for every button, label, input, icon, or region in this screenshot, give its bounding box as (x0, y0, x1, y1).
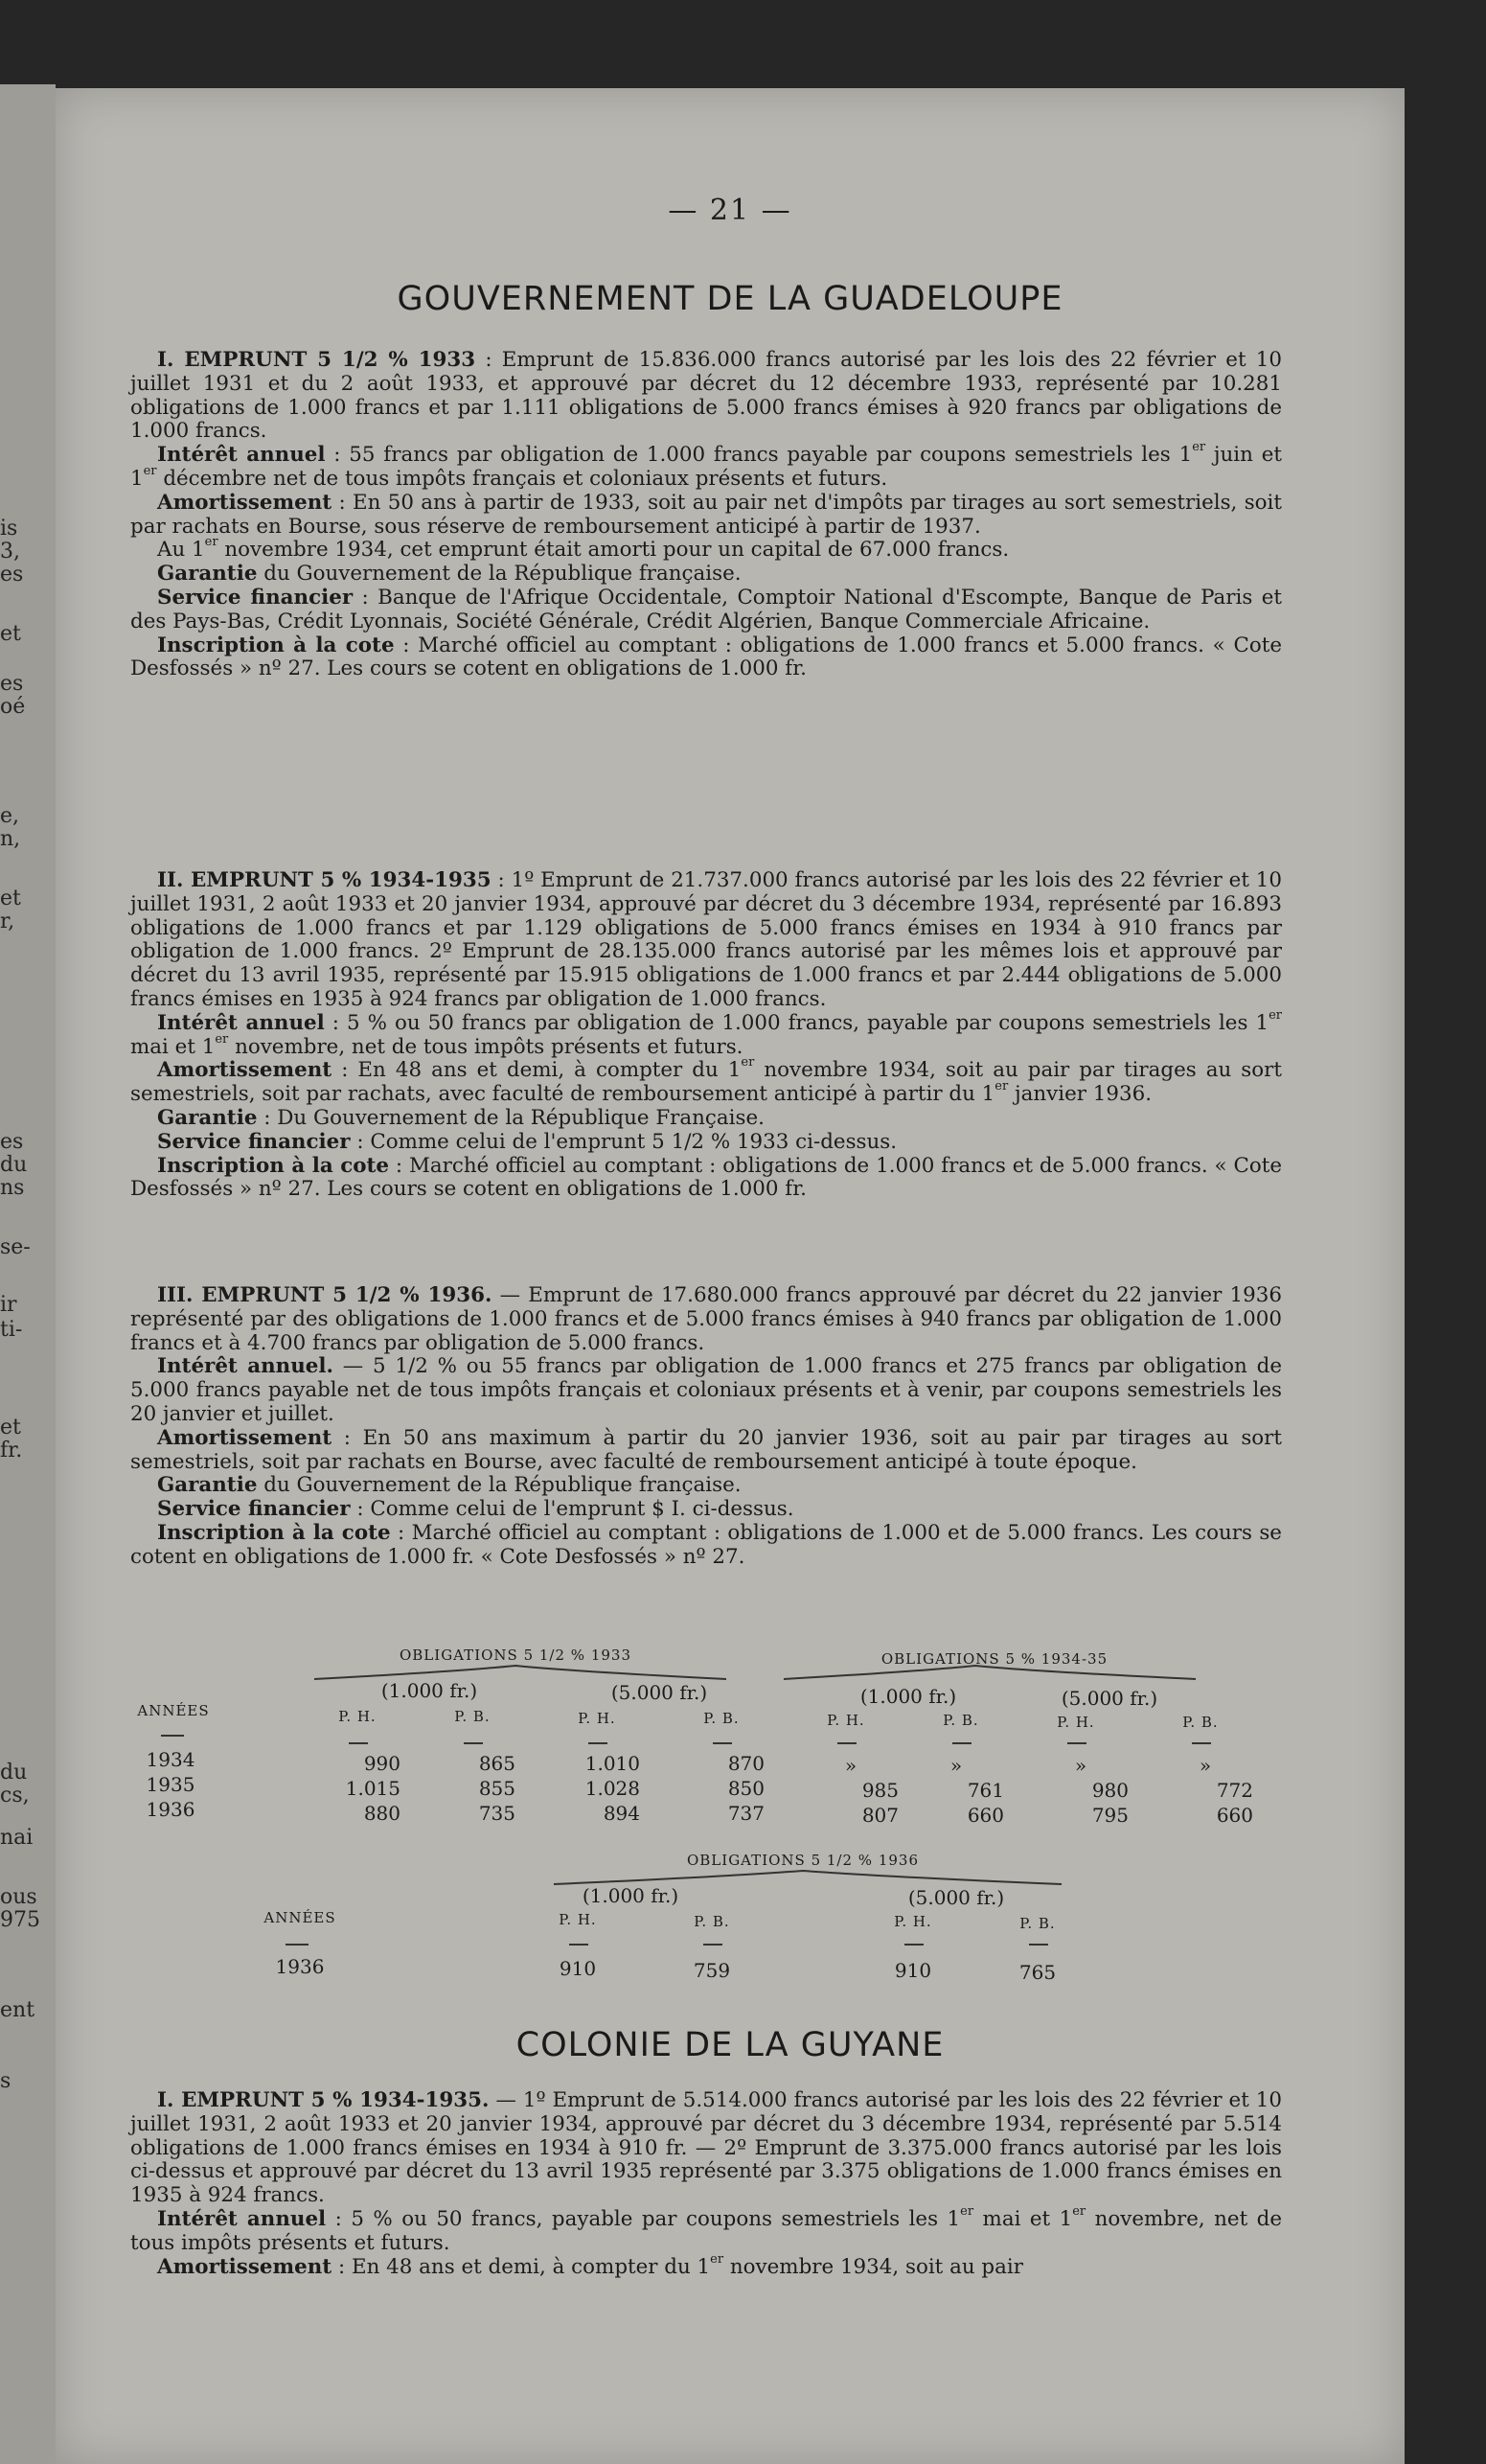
value-cell: 660 (1216, 1804, 1253, 1827)
value-cell: 894 (603, 1802, 640, 1825)
left-fragment: cs, (0, 1784, 30, 1808)
dash (464, 1742, 483, 1744)
paragraph-text: : Banque de l'Afrique Occidentale, Comptoir National d'Escompte, Banque de Paris et des Pays-Bas, Crédit Lyonnais, Société Générale, Crédit Algérien, Banque Commerciale Africaine. (130, 585, 1282, 633)
left-fragment: ns (0, 1176, 25, 1200)
field-label: Garantie (157, 1105, 258, 1130)
annees-header: ANNÉES (137, 1702, 210, 1719)
year-cell: 1936 (275, 1955, 325, 1978)
amortissement-paragraph (130, 1055, 1282, 1107)
amortissement-paragraph (130, 492, 1282, 540)
dash (703, 1944, 722, 1946)
value-cell: 1.010 (584, 1752, 640, 1775)
paragraph-text: : Marché officiel au comptant : obligations de 1.000 et de 5.000 francs. Les cours se cotent en obligations de 1.000 fr. « Cote Desfossés » nº 27. (130, 1520, 1282, 1569)
ph-header: P. H. (827, 1712, 865, 1729)
field-label: Garantie (157, 1473, 258, 1498)
left-fragment: nai (0, 1826, 34, 1850)
left-fragment: ti- (0, 1318, 23, 1342)
field-label: Amortissement (157, 1058, 332, 1083)
amortissement-paragraph (130, 2251, 1282, 2280)
dash (837, 1742, 857, 1744)
field-label: Amortissement (157, 490, 332, 515)
emprunt-title: II. EMPRUNT 5 % 1934-1935 (157, 868, 492, 892)
superscript: er (1269, 1007, 1282, 1023)
left-fragment: s (0, 2069, 11, 2093)
field-label: Amortissement (157, 2254, 332, 2279)
guyane-emprunt-intro (130, 2089, 1282, 2208)
inscription-paragraph (130, 634, 1282, 682)
superscript: er (143, 463, 157, 478)
paragraph-text: : 1º Emprunt de 21.737.000 francs autorisé par les lois des 22 février et 10 juillet 1931, 2 août 1933 et 20 janvier 1934, approuvé par décret du 3 décembre 1934, représenté par 16.893 obligations de 1.000 francs et par 1.129 obligations de 5.000 francs émises en 1934 à 910 francs par obligation de 1.000 francs. 2º Emprunt de 28.135.000 francs autorisé par les mêmes lois et approuvé par décret du 13 avril 1935, représenté par 15.915 obligations de 1.000 francs et par 2.444 obligations de 5.000 francs émises en 1935 à 924 francs par obligation de 1.000 francs. (130, 868, 1282, 1011)
dash (161, 1735, 184, 1737)
left-fragment: es (0, 672, 24, 696)
year-cell: 1935 (146, 1773, 195, 1796)
paragraph-text: du Gouvernement de la République française. (263, 562, 742, 587)
paragraph-text: Au 1 (157, 538, 205, 563)
paragraph-text: — Emprunt de 17.680.000 francs approuvé par décret du 22 janvier 1936 représenté par des obligations de 1.000 francs et de 5.000 francs émises à 940 francs par obligation de 1.000 francs et à 4.700 francs par obligation de 5.000 francs. (130, 1283, 1282, 1355)
field-label: Service financier (157, 585, 354, 610)
interet-annuel-paragraph (130, 1007, 1282, 1060)
left-fragment: is (0, 517, 18, 541)
left-fragment: et (0, 887, 21, 910)
superscript: er (994, 1079, 1009, 1094)
emprunt-title: I. EMPRUNT 5 % 1934-1935. (157, 2088, 490, 2112)
emprunt-1933-intro (130, 349, 1282, 444)
emprunt-1933-section (130, 349, 1282, 681)
emprunt-1936-intro (130, 1284, 1282, 1355)
ph-header: P. H. (338, 1708, 377, 1725)
superscript: er (960, 2203, 974, 2219)
ph-header: P. H. (578, 1710, 616, 1727)
guyane-emprunt-section (130, 2089, 1282, 2279)
paragraph-text: : En 48 ans et demi, à compter du 1 (341, 1058, 742, 1083)
paragraph-text: du Gouvernement de la République française. (263, 1473, 742, 1498)
value-cell: 870 (727, 1752, 765, 1775)
pb-header: P. B. (1019, 1915, 1056, 1932)
field-label: Intérêt annuel (157, 1010, 325, 1035)
value-cell: 795 (1091, 1804, 1129, 1827)
paragraph-text: décembre net de tous impôts français et coloniaux présents et futurs. (156, 466, 888, 491)
value-cell: 1.015 (345, 1777, 400, 1800)
left-fragment: ous (0, 1885, 37, 1909)
left-fragment: es (0, 563, 24, 587)
year-cell: 1936 (146, 1798, 195, 1821)
group-header-5-1-2-1933: OBLIGATIONS 5 1/2 % 1933 (399, 1647, 631, 1664)
left-fragment: r, (0, 910, 15, 933)
inscription-paragraph (130, 1155, 1282, 1203)
emprunt-1934-intro (130, 869, 1282, 1012)
subheader-5000: (5.000 fr.) (1061, 1687, 1158, 1710)
left-fragment: se- (0, 1235, 31, 1259)
pb-header: P. B. (454, 1708, 491, 1725)
left-fragment: et (0, 622, 21, 646)
emprunt-1936-section (130, 1284, 1282, 1570)
service-financier-paragraph (130, 587, 1282, 634)
subheader-1000: (1.000 fr.) (380, 1679, 478, 1702)
paragraph-text: : Emprunt de 15.836.000 francs autorisé par les lois des 22 février et 10 juillet 1931 et du 2 août 1933, et approuvé par décret du 12 décembre 1933, représenté par 10.281 obligations de 1.000 francs et par 1.111 obligations de 5.000 francs émises à 920 francs par obligations de 1.000 francs. (130, 348, 1283, 444)
superscript: er (1192, 440, 1206, 455)
paragraph-text: : Marché officiel au comptant : obligations de 1.000 francs et 5.000 francs. « Cote Desfossés » nº 27. Les cours se cotent en obligations de 1.000 fr. (130, 633, 1282, 681)
cours-table-1936 (56, 1850, 1405, 1993)
value-cell: » (1074, 1754, 1087, 1777)
paragraph-text: : En 48 ans et demi, à compter du 1 (337, 2254, 711, 2279)
left-fragment: du (0, 1761, 28, 1785)
value-cell: 660 (967, 1804, 1004, 1827)
garantie-paragraph (130, 1474, 1282, 1498)
value-cell: 1.028 (584, 1777, 640, 1800)
group-header-5-1-2-1936: OBLIGATIONS 5 1/2 % 1936 (686, 1852, 919, 1869)
service-financier-paragraph (130, 1498, 1282, 1522)
left-fragment: du (0, 1153, 28, 1177)
left-fragment: oé (0, 695, 26, 719)
paragraph-text: : Comme celui de l'emprunt $ I. ci-dessus. (356, 1497, 794, 1522)
ph-header: P. H. (559, 1911, 597, 1928)
paragraph-text: mai et 1 (973, 2206, 1073, 2231)
left-fragment: es (0, 1130, 24, 1154)
pb-header: P. B. (1182, 1714, 1219, 1731)
interet-annuel-paragraph (130, 440, 1282, 492)
inscription-paragraph (130, 1522, 1282, 1570)
superscript: er (1072, 2203, 1086, 2219)
superscript: er (741, 1055, 755, 1071)
dash (713, 1742, 732, 1744)
field-label: Inscription à la cote (157, 633, 395, 657)
paragraph-text: : 55 francs par obligation de 1.000 francs payable par coupons semestriels les 1 (333, 443, 1193, 468)
pb-header: P. B. (943, 1712, 979, 1729)
value-cell: 765 (1018, 1961, 1057, 1984)
value-cell: 855 (478, 1777, 515, 1800)
annees-header: ANNÉES (263, 1909, 336, 1926)
paragraph-text: : 5 % ou 50 francs par obligation de 1.000 francs, payable par coupons semestriels les 1 (331, 1010, 1269, 1035)
field-label: Service financier (157, 1129, 351, 1154)
pb-header: P. B. (694, 1913, 730, 1930)
paragraph-text: : 5 % ou 50 francs, payable par coupons semestriels les 1 (334, 2206, 961, 2231)
subheader-1000: (1.000 fr.) (859, 1685, 957, 1708)
field-label: Service financier (157, 1497, 351, 1522)
value-cell: » (949, 1754, 963, 1777)
field-label: Amortissement (157, 1425, 332, 1450)
value-cell: 761 (967, 1779, 1004, 1802)
left-fragment: ent (0, 1998, 35, 2022)
amortissement-paragraph (130, 1427, 1282, 1475)
ph-header: P. H. (1057, 1714, 1095, 1731)
paragraph-text: : Du Gouvernement de la République Française. (263, 1105, 765, 1130)
value-cell: 772 (1216, 1779, 1253, 1802)
paragraph-text: novembre 1934, soit au pair (723, 2254, 1023, 2279)
field-label: Intérêt annuel (157, 2206, 327, 2231)
left-fragment: ir (0, 1293, 17, 1317)
left-fragment: 3, (0, 540, 20, 564)
paragraph-text: : En 50 ans maximum à partir du 20 janvier 1936, soit au pair par tirages au sort semestriels, soit par rachats en Bourse, avec faculté de remboursement anticipé à toute époque. (130, 1425, 1282, 1474)
paragraph-text: — 1º Emprunt de 5.514.000 francs autorisé par les lois des 22 février et 10 juillet 1931, 2 août 1933 et 20 janvier 1934, approuvé par décret du 3 décembre 1934, représenté par 5.514 obligations de 1.000 francs émises en 1934 à 910 fr. — 2º Emprunt de 3.375.000 francs autorisé par les lois ci-dessus et approuvé par décret du 13 avril 1935 représenté par 3.375 obligations de 1.000 francs émises en 1935 à 924 francs. (130, 2088, 1283, 2208)
paragraph-text: mai et 1 (130, 1034, 216, 1059)
emprunt-title: I. EMPRUNT 5 1/2 % 1933 (157, 348, 476, 372)
paragraph-text: : Marché officiel au comptant : obligations de 1.000 francs et de 5.000 francs. « Cote Desfossés » nº 27. Les cours se cotent en obligations de 1.000 fr. (130, 1153, 1282, 1202)
value-cell: 735 (478, 1802, 515, 1825)
interet-annuel-paragraph (130, 2203, 1282, 2256)
paragraph-text: novembre, net de tous impôts présents et futurs. (130, 2206, 1282, 2255)
year-cell: 1934 (146, 1748, 195, 1771)
superscript: er (204, 535, 218, 550)
section-heading-guyane: COLONIE DE LA GUYANE (515, 2026, 945, 2064)
value-cell: » (1199, 1754, 1212, 1777)
dash (588, 1742, 607, 1744)
dash (286, 1944, 309, 1946)
value-cell: 807 (861, 1804, 899, 1827)
value-cell: 880 (363, 1802, 400, 1825)
value-cell: 737 (727, 1802, 765, 1825)
left-page-edge (0, 84, 56, 2464)
left-fragment: n, (0, 827, 21, 851)
left-fragment: 975 (0, 1908, 40, 1932)
ph-header: P. H. (894, 1913, 932, 1930)
value-cell: 980 (1091, 1779, 1129, 1802)
value-cell: 865 (478, 1752, 515, 1775)
left-fragment: e, (0, 804, 20, 828)
left-fragment: fr. (0, 1439, 23, 1462)
paragraph-text: novembre, net de tous impôts présents et futurs. (228, 1034, 743, 1059)
cours-table-1933-1934 (56, 1643, 1405, 1844)
paragraph-text: — 5 1/2 % ou 55 francs par obligation de 1.000 francs et 275 francs par obligation de 5.000 francs payable net de tous impôts français et coloniaux présents et à venir, par coupons semestriels les 20 janvier et juillet. (130, 1354, 1282, 1426)
dash (1192, 1742, 1211, 1744)
interet-annuel-paragraph (130, 1355, 1282, 1426)
value-cell: 985 (861, 1779, 899, 1802)
paragraph-text: novembre 1934, cet emprunt était amorti pour un capital de 67.000 francs. (217, 538, 1010, 563)
amorti-note-paragraph (130, 535, 1282, 563)
section-heading-guadeloupe: GOUVERNEMENT DE LA GUADELOUPE (397, 280, 1063, 318)
garantie-paragraph (130, 1107, 1282, 1131)
pb-header: P. B. (703, 1710, 740, 1727)
paragraph-text: novembre 1934, soit au pair par tirages au sort semestriels, soit par rachats, avec faculté de remboursement anticipé à partir du 1 (130, 1058, 1282, 1107)
value-cell: 910 (894, 1959, 932, 1982)
value-cell: 910 (559, 1957, 597, 1980)
value-cell: 759 (693, 1959, 731, 1982)
service-financier-paragraph (130, 1131, 1282, 1155)
field-label: Intérêt annuel (157, 443, 326, 468)
dash (952, 1742, 972, 1744)
paragraph-text: janvier 1936. (1008, 1082, 1152, 1107)
left-fragment: et (0, 1416, 21, 1439)
value-cell: » (844, 1754, 857, 1777)
field-label: Garantie (157, 562, 258, 587)
emprunt-1934-35-section (130, 869, 1282, 1202)
paragraph-text: : En 50 ans à partir de 1933, soit au pair net d'impôts par tirages au sort semestriels, soit par rachats en Bourse, sous réserve de remboursement anticipé à partir de 1937. (130, 490, 1282, 539)
group-header-5-1934-35: OBLIGATIONS 5 % 1934-35 (880, 1650, 1109, 1668)
superscript: er (215, 1031, 229, 1047)
value-cell: 850 (727, 1777, 765, 1800)
emprunt-title: III. EMPRUNT 5 1/2 % 1936. (157, 1283, 492, 1307)
subheader-5000: (5.000 fr.) (907, 1886, 1005, 1909)
dash (1029, 1944, 1048, 1946)
dash (349, 1742, 368, 1744)
value-cell: 990 (363, 1752, 400, 1775)
document-page (56, 88, 1405, 2464)
subheader-5000: (5.000 fr.) (610, 1681, 708, 1704)
dash (904, 1944, 924, 1946)
field-label: Intérêt annuel. (157, 1354, 333, 1379)
superscript: er (710, 2251, 724, 2267)
paragraph-text: : Comme celui de l'emprunt 5 1/2 % 1933 ci-dessus. (356, 1129, 898, 1154)
garantie-paragraph (130, 563, 1282, 587)
field-label: Inscription à la cote (157, 1153, 390, 1178)
dash (569, 1944, 588, 1946)
subheader-1000: (1.000 fr.) (582, 1884, 679, 1907)
paragraph-text: juin et 1 (130, 443, 1282, 491)
dash (1067, 1742, 1086, 1744)
field-label: Inscription à la cote (157, 1520, 391, 1545)
page-number: — 21 — (668, 194, 792, 227)
